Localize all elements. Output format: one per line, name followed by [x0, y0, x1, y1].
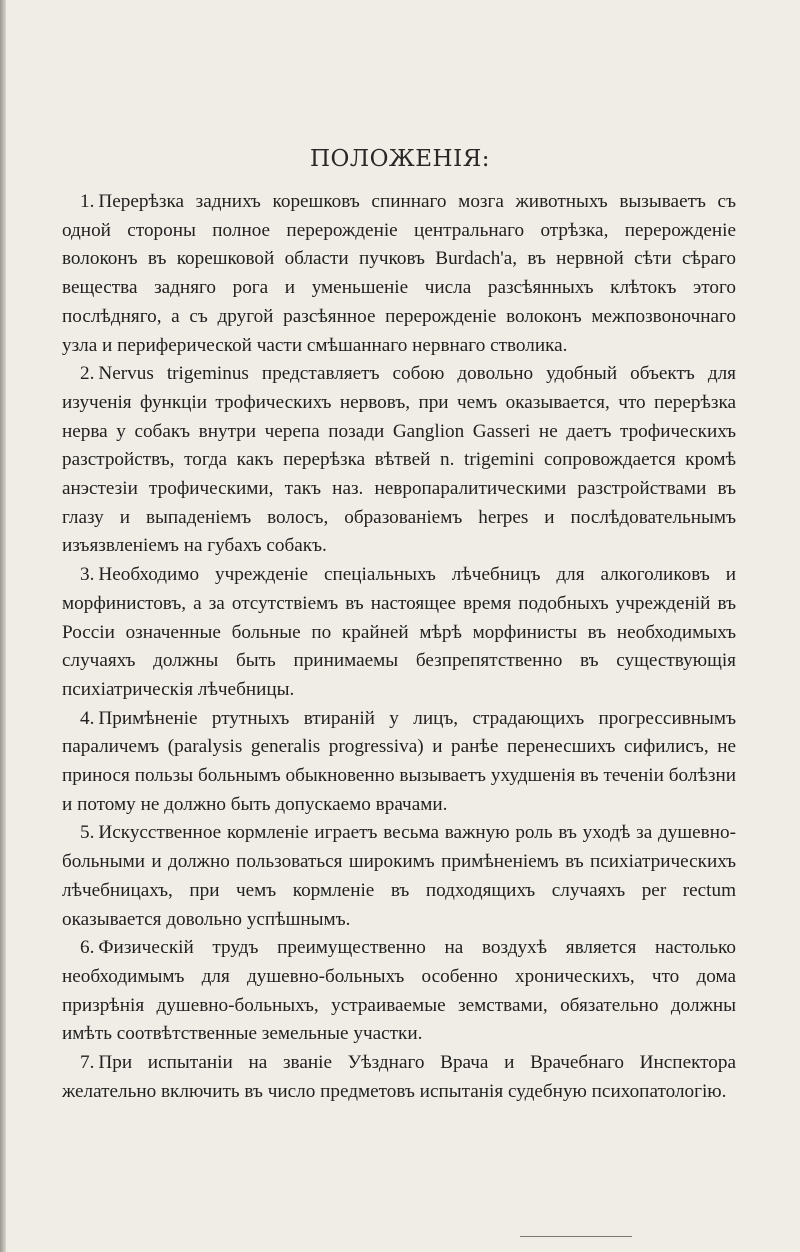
thesis-text: Примѣненіе ртутныхъ втираній у лицъ, страдающихъ прогрессивнымъ параличемъ (paralysis generalis progressiva) и ранѣе перенесшихъ сифилисъ, не принося пользы больнымъ обыкновенно вызываетъ ухудшенія въ теченіи болѣзни и потому не должно быть допускаемо врачами. — [62, 707, 736, 815]
thesis-text: Перерѣзка заднихъ корешковъ спиннаго мозга животныхъ вызываетъ съ одной стороны полное перерожденіе центральнаго отрѣзка, перерожденіе волоконъ въ корешковой области пучковъ Burdach'а, въ нервной сѣти сѣраго вещества задняго рога и уменьшеніе числа разсѣянныхъ клѣтокъ этого послѣдняго, а съ другой разсѣянное перерожденіе волоконъ межпозвоночнаго узла и периферической части смѣшаннаго нервнаго стволика. — [62, 191, 736, 356]
thesis-number: 5. — [80, 822, 95, 844]
thesis-number: 6. — [80, 937, 95, 959]
thesis-1 — [62, 188, 736, 360]
thesis-text: Физическій трудъ преимущественно на воздухѣ является настолько необходимымъ для душевно-больныхъ особенно хроническихъ, что дома призрѣнія душевно-больныхъ, устраиваемые земствами, обязательно должны имѣть соотвѣтственные земельные участки. — [62, 937, 736, 1045]
thesis-7 — [62, 1049, 736, 1106]
thesis-number: 4. — [80, 707, 95, 729]
thesis-6 — [62, 934, 736, 1049]
page-title: ПОЛОЖЕНІЯ: — [309, 146, 491, 172]
thesis-text: Необходимо учрежденіе спеціальныхъ лѣчебницъ для алкоголиковъ и морфинистовъ, а за отсутствіемъ въ настоящее время подобныхъ учрежденій въ Россіи означенные больные по крайней мѣрѣ морфинисты въ необходимыхъ случаяхъ должны быть принимаемы безпрепятственно въ существующія психіатрическія лѣчебницы. — [62, 564, 736, 700]
closing-rule — [520, 1236, 632, 1237]
thesis-5 — [62, 819, 736, 934]
thesis-number: 1. — [80, 191, 95, 212]
page-binding-edge — [0, 0, 6, 1252]
thesis-number: 2. — [80, 363, 95, 385]
theses-list — [62, 188, 736, 1107]
thesis-text: Nervus trigeminus представляетъ собою довольно удобный объектъ для изученія функціи трофическихъ нервовъ, при чемъ оказывается, что перерѣзка нерва у собакъ внутри черепа позади Ganglion Gasseri не даетъ трофическихъ разстройствъ, тогда какъ перерѣзка вѣтвей n. trigemini сопровождается кромѣ анэстезіи трофическими, такъ наз. невропаралитическими разстройствами въ глазу и выпаденіемъ волосъ, образованіемъ herpes и послѣдовательнымъ изъязвленіемъ на губахъ собакъ. — [62, 363, 736, 557]
thesis-number: 7. — [80, 1052, 95, 1074]
thesis-text: При испытаніи на званіе Уѣзднаго Врача и Врачебнаго Инспектора желательно включить въ число предметовъ испытанія судебную психопатологію. — [62, 1052, 736, 1102]
thesis-2 — [62, 360, 736, 561]
thesis-number: 3. — [80, 564, 95, 586]
thesis-3 — [62, 561, 736, 705]
thesis-4 — [62, 705, 736, 820]
thesis-text: Искусственное кормленіе играетъ весьма важную роль въ уходѣ за душевно-больными и должно пользоваться широкимъ примѣненіемъ въ психіатрическихъ лѣчебницахъ, при чемъ кормленіе въ подходящихъ случаяхъ per rectum оказывается довольно успѣшнымъ. — [62, 822, 736, 930]
